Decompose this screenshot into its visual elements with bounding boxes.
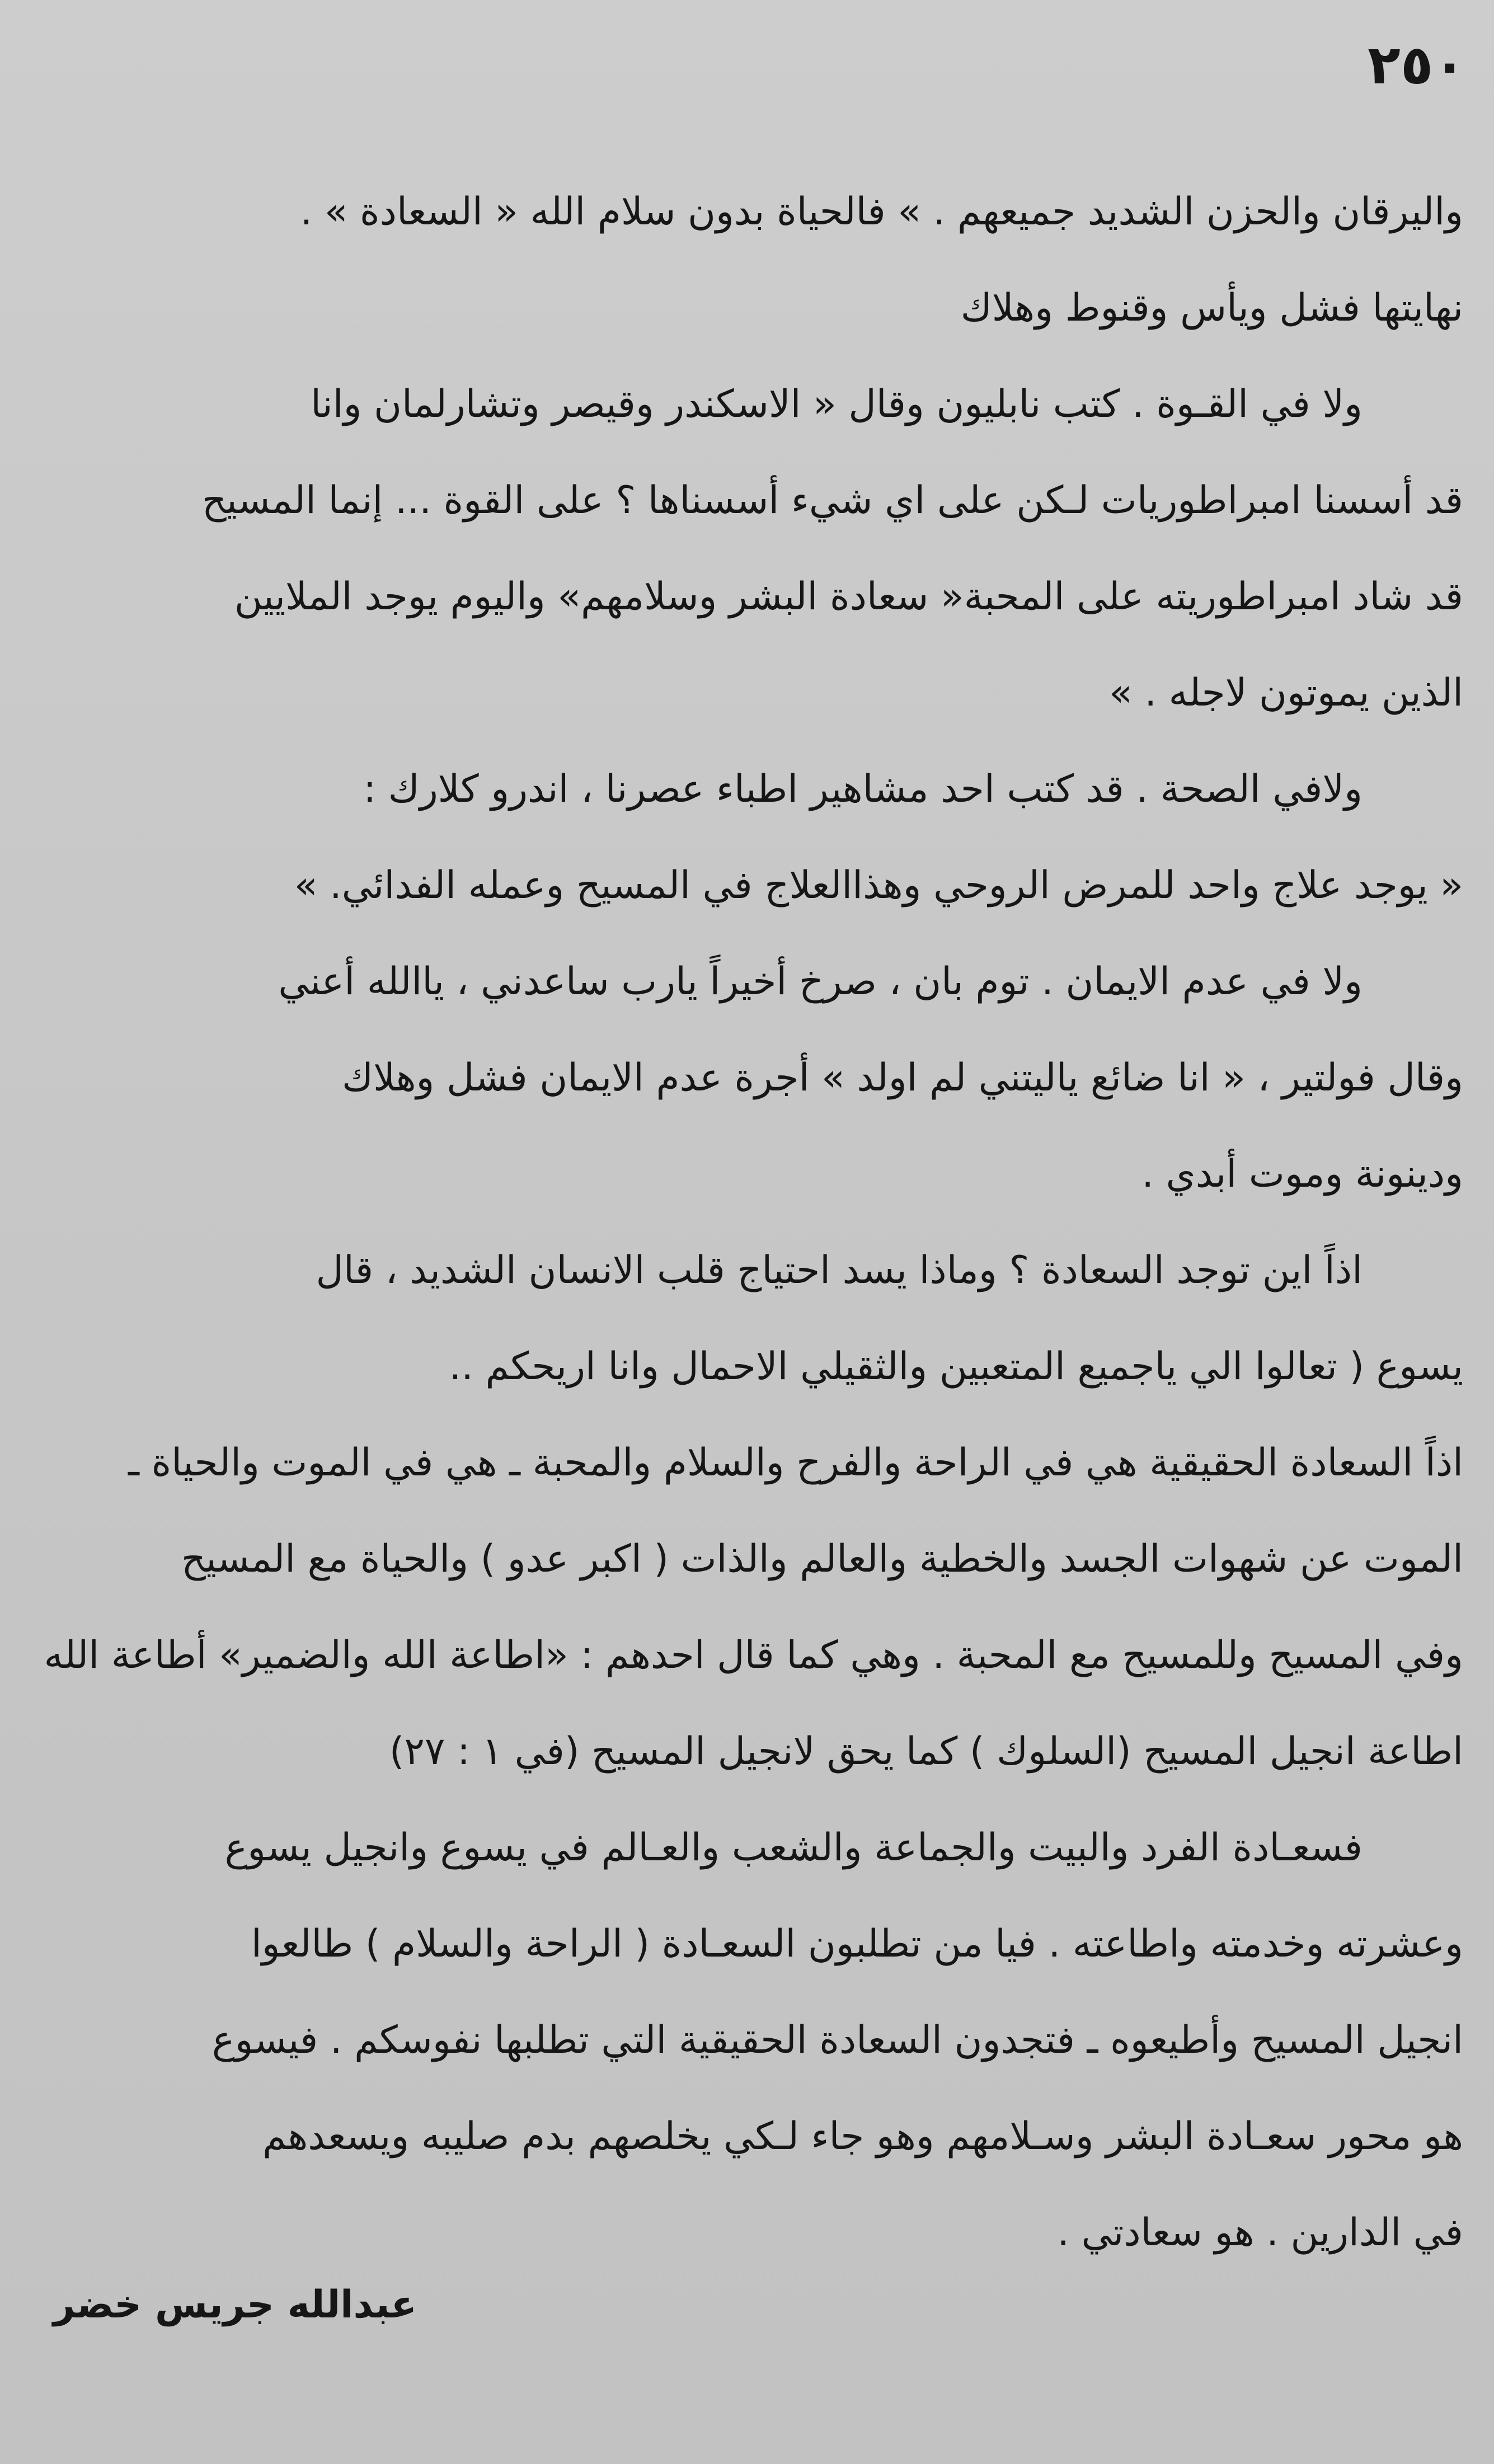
text-line: اذاً اين توجد السعادة ؟ وماذا يسد احتياج قلب الانسان الشديد ، قال	[316, 1248, 1363, 1292]
text-line: ولا في القـوة . كتب نابليون وقال « الاسكندر وقيصر وتشارلمان وانا	[311, 382, 1363, 426]
text-line: ودينونة وموت أبدي .	[1141, 1152, 1463, 1196]
text-line: ولافي الصحة . قد كتب احد مشاهير اطباء عصرنا ، اندرو كلارك :	[363, 767, 1363, 811]
text-line: نهايتها فشل ويأس وقنوط وهلاك	[960, 286, 1463, 330]
text-line: انجيل المسيح وأطيعوه ـ فتجدون السعادة الحقيقية التي تطلبها نفوسكم . فيسوع	[212, 2018, 1463, 2062]
text-line: قد أسسنا امبراطوريات لـكن على اي شيء أسسناها ؟ على القوة ... إنما المسيح	[201, 478, 1463, 523]
text-line: وعشرته وخدمته واطاعته . فيا من تطلبون السعـادة ( الراحة والسلام ) طالعوا	[251, 1922, 1463, 1966]
text-line: واليرقان والحزن الشديد جميعهم . » فالحياة بدون سلام الله « السعادة » .	[300, 190, 1463, 234]
text-line: « يوجد علاج واحد للمرض الروحي وهذاالعلاج في المسيح وعمله الفدائي. »	[294, 863, 1463, 907]
text-line: اذاً السعادة الحقيقية هي في الراحة والفرح والسلام والمحبة ـ هي في الموت والحياة ـ	[128, 1441, 1463, 1485]
text-line: وقال فولتير ، « انا ضائع ياليتني لم اولد » أجرة عدم الايمان فشل وهلاك	[342, 1056, 1463, 1100]
author-signature: عبدالله جريس خضر	[53, 2283, 417, 2327]
text-line: الموت عن شهوات الجسد والخطية والعالم والذات ( اكبر عدو ) والحياة مع المسيح	[181, 1537, 1463, 1581]
text-line: يسوع ( تعالوا الي ياجميع المتعبين والثقيلي الاحمال وانا اريحكم ..	[449, 1344, 1463, 1389]
text-line: قد شاد امبراطوريته على المحبة« سعادة البشر وسلامهم» واليوم يوجد الملايين	[234, 575, 1463, 619]
text-line: في الدارين . هو سعادتي .	[1057, 2211, 1463, 2255]
text-line: الذين يموتون لاجله . »	[1109, 671, 1463, 715]
text-line: اطاعة انجيل المسيح (السلوك ) كما يحق لانجيل المسيح (في ١ : ٢٧)	[389, 1729, 1463, 1774]
body-text	[42, 168, 1463, 2285]
text-line: فسعـادة الفرد والبيت والجماعة والشعب والعـالم في يسوع وانجيل يسوع	[224, 1826, 1363, 1870]
text-line: هو محور سعـادة البشر وسـلامهم وهو جاء لـكي يخلصهم بدم صليبه ويسعدهم	[262, 2114, 1463, 2159]
page-number: ٢٥٠	[1368, 34, 1466, 96]
text-line: ولا في عدم الايمان . توم بان ، صرخ أخيراً يارب ساعدني ، ياالله أعني	[278, 960, 1363, 1004]
text-line: وفي المسيح وللمسيح مع المحبة . وهي كما قال احدهم : «اطاعة الله والضمير» أطاعة الله	[44, 1633, 1463, 1677]
